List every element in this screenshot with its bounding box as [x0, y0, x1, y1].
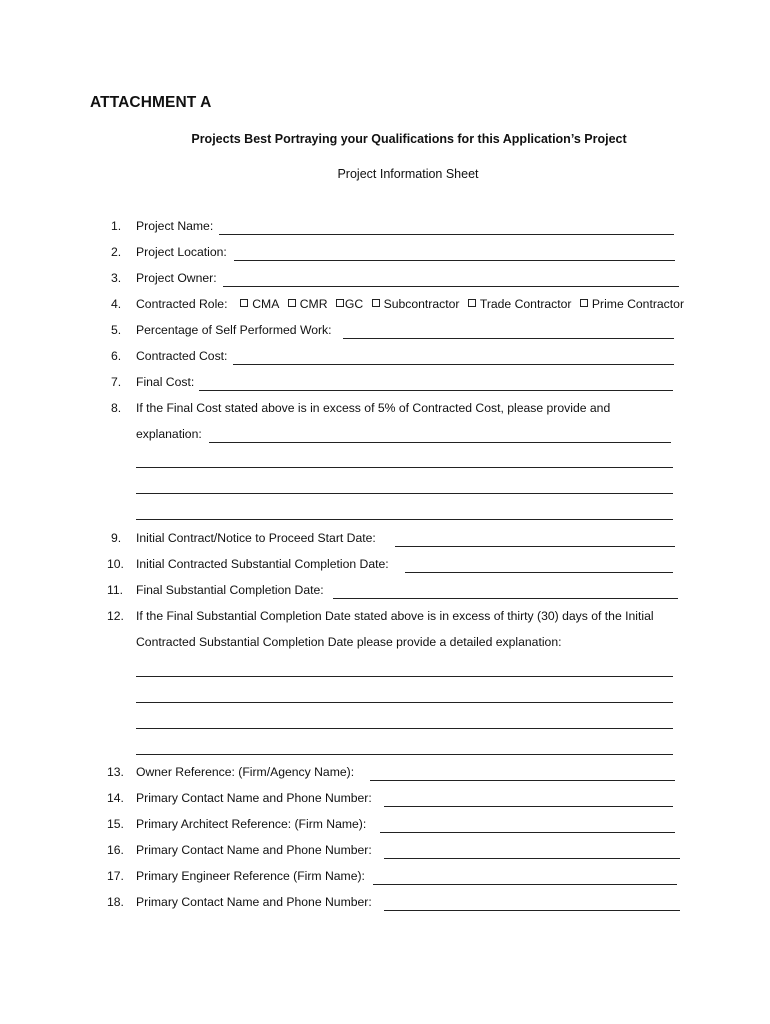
form-subtitle: Projects Best Portraying your Qualifications for this Application’s Project	[191, 132, 627, 146]
cost-explanation-line[interactable]	[136, 467, 673, 468]
item-label: Percentage of Self Performed Work:	[136, 323, 332, 337]
engineer-contact-field[interactable]	[384, 910, 680, 911]
item-engineer-reference	[0, 868, 770, 886]
start-date-field[interactable]	[395, 546, 675, 547]
item-cost-excess	[0, 400, 770, 418]
item-label: Primary Contact Name and Phone Number:	[136, 895, 372, 909]
role-option-cma[interactable]: CMA	[240, 297, 279, 311]
item-label-continuation: Contracted Substantial Completion Date please provide a detailed explanation:	[136, 635, 562, 649]
sheet-title: Project Information Sheet	[337, 167, 479, 181]
item-label: Primary Contact Name and Phone Number:	[136, 843, 372, 857]
item-architect-reference	[0, 816, 770, 834]
architect-contact-field[interactable]	[384, 858, 680, 859]
item-label: If the Final Cost stated above is in excess of 5% of Contracted Cost, please provide and	[136, 401, 611, 415]
item-label: Contracted Cost:	[136, 349, 228, 363]
item-number: 5.	[111, 323, 122, 337]
completion-explanation-line[interactable]	[136, 676, 673, 677]
item-contracted-role	[0, 296, 770, 314]
item-number: 4.	[111, 297, 122, 311]
item-architect-contact	[0, 842, 770, 860]
role-option-cmr[interactable]: CMR	[288, 297, 328, 311]
role-option-gc[interactable]: GC	[336, 297, 363, 311]
item-engineer-contact	[0, 894, 770, 912]
item-completion-excess	[0, 608, 770, 626]
project-name-field[interactable]	[219, 234, 674, 235]
item-number: 6.	[111, 349, 122, 363]
role-option-subcontractor[interactable]: Subcontractor	[372, 297, 460, 311]
item-project-name	[0, 218, 770, 236]
item-number: 1.	[111, 219, 122, 233]
final-completion-date-field[interactable]	[333, 598, 678, 599]
checkbox-icon[interactable]	[580, 299, 588, 307]
checkbox-icon[interactable]	[468, 299, 476, 307]
item-number: 8.	[111, 401, 122, 415]
engineer-reference-field[interactable]	[373, 884, 677, 885]
completion-explanation-line[interactable]	[136, 702, 673, 703]
item-number: 17.	[107, 869, 124, 883]
item-label: Project Name:	[136, 219, 214, 233]
project-owner-field[interactable]	[223, 286, 679, 287]
item-number: 13.	[107, 765, 124, 779]
item-number: 7.	[111, 375, 122, 389]
item-contracted-cost	[0, 348, 770, 366]
cost-explanation-line[interactable]	[136, 493, 673, 494]
item-initial-completion-date	[0, 556, 770, 574]
checkbox-icon[interactable]	[240, 299, 248, 307]
item-number: 11.	[107, 583, 124, 597]
item-number: 14.	[107, 791, 124, 805]
item-label: Contracted Role:	[136, 297, 228, 311]
role-option-prime-contractor[interactable]: Prime Contractor	[580, 297, 684, 311]
item-label: Final Substantial Completion Date:	[136, 583, 324, 597]
item-label: Initial Contracted Substantial Completion Date:	[136, 557, 389, 571]
cost-explanation-field[interactable]	[209, 442, 671, 443]
checkbox-icon[interactable]	[336, 299, 344, 307]
item-start-date	[0, 530, 770, 548]
item-owner-contact	[0, 790, 770, 808]
self-performed-field[interactable]	[343, 338, 674, 339]
contracted-cost-field[interactable]	[233, 364, 674, 365]
project-location-field[interactable]	[234, 260, 675, 261]
item-completion-excess-continuation	[0, 634, 770, 652]
item-label: Final Cost:	[136, 375, 195, 389]
architect-reference-field[interactable]	[380, 832, 675, 833]
item-number: 2.	[111, 245, 122, 259]
item-self-performed	[0, 322, 770, 340]
completion-explanation-line[interactable]	[136, 754, 673, 755]
item-label-continuation: explanation:	[136, 427, 202, 441]
initial-completion-date-field[interactable]	[405, 572, 673, 573]
item-owner-reference	[0, 764, 770, 782]
item-label: Project Location:	[136, 245, 227, 259]
item-number: 10.	[107, 557, 124, 571]
owner-reference-field[interactable]	[370, 780, 675, 781]
cost-explanation-line[interactable]	[136, 519, 673, 520]
owner-contact-field[interactable]	[384, 806, 673, 807]
item-label: Primary Contact Name and Phone Number:	[136, 791, 372, 805]
item-final-cost	[0, 374, 770, 392]
item-label: Primary Architect Reference: (Firm Name):	[136, 817, 367, 831]
final-cost-field[interactable]	[199, 390, 673, 391]
item-label: If the Final Substantial Completion Date stated above is in excess of thirty (30) days of the Initial	[136, 609, 654, 623]
item-project-location	[0, 244, 770, 262]
item-number: 12.	[107, 609, 124, 623]
checkbox-icon[interactable]	[372, 299, 380, 307]
item-number: 9.	[111, 531, 122, 545]
item-final-completion-date	[0, 582, 770, 600]
item-number: 16.	[107, 843, 124, 857]
item-label: Owner Reference: (Firm/Agency Name):	[136, 765, 355, 779]
item-number: 15.	[107, 817, 124, 831]
item-number: 18.	[107, 895, 124, 909]
contracted-role-row	[136, 297, 689, 311]
item-label: Primary Engineer Reference (Firm Name):	[136, 869, 365, 883]
item-label: Project Owner:	[136, 271, 217, 285]
checkbox-icon[interactable]	[288, 299, 296, 307]
item-label: Initial Contract/Notice to Proceed Start Date:	[136, 531, 376, 545]
item-cost-excess-continuation	[0, 426, 770, 444]
item-number: 3.	[111, 271, 122, 285]
role-option-trade-contractor[interactable]: Trade Contractor	[468, 297, 572, 311]
attachment-heading: ATTACHMENT A	[90, 94, 212, 111]
completion-explanation-line[interactable]	[136, 728, 673, 729]
item-project-owner	[0, 270, 770, 288]
